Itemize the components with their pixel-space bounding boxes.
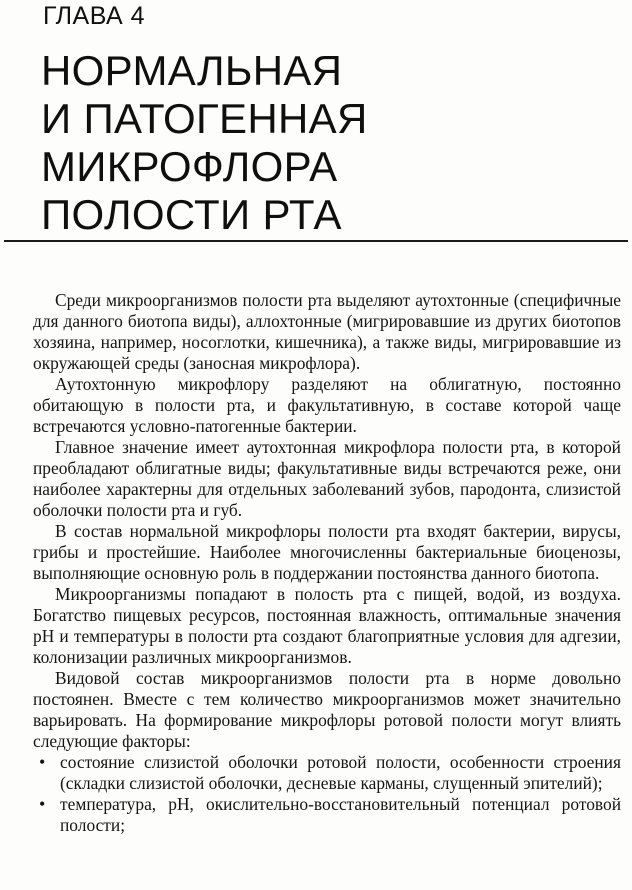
paragraph: Главное значение имеет аутохтонная микрофлора полости рта, в которой преобладают облигатные виды; факультативные виды встречаются реже, они наиболее характерны для отдельных заболеваний зубов, пародонта, слизистой оболочки полости рта и губ.	[33, 437, 621, 520]
list-item: • состояние слизистой оболочки ротовой полости, особенности строения (складки слизистой оболочки, десневые карманы, слущенный эпителий);	[33, 752, 621, 794]
chapter-label: ГЛАВА 4	[43, 2, 146, 30]
list-item: • температура, pH, окислительно-восстановительный потенциал ротовой полости;	[33, 794, 621, 836]
paragraph: Видовой состав микроорганизмов полости рта в норме довольно постоянен. Вместе с тем количество микроорганизмов может значительно варьировать. На формирование микрофлоры ротовой полости могут влиять следующие факторы:	[33, 668, 621, 751]
factors-list	[33, 752, 621, 836]
chapter-title-line: И ПАТОГЕННАЯ	[41, 95, 368, 142]
paragraph: Среди микроорганизмов полости рта выделяют аутохтонные (специфичные для данного биотопа виды), аллохтонные (мигрировавшие из других биотопов хозяина, например, носоглотки, кишечника), а также виды, мигрировавшие из окружающей среды (заносная микрофлора).	[33, 290, 621, 373]
paragraph: Аутохтонную микрофлору разделяют на облигатную, постоянно обитающую в полости рта, и факультативную, в составе которой чаще встречаются условно-патогенные бактерии.	[33, 374, 621, 436]
chapter-title	[41, 47, 368, 239]
chapter-title-line: НОРМАЛЬНАЯ	[41, 47, 343, 94]
chapter-title-line: МИКРОФЛОРА	[41, 143, 338, 190]
body-text	[33, 290, 621, 836]
paragraph: В состав нормальной микрофлоры полости рта входят бактерии, вирусы, грибы и простейшие. Наиболее многочисленны бактериальные биоценозы, выполняющие основную роль в поддержании постоянства данного биотопа.	[33, 521, 621, 583]
chapter-title-line: ПОЛОСТИ РТА	[41, 191, 342, 238]
paragraph: Микроорганизмы попадают в полость рта с пищей, водой, из воздуха. Богатство пищевых ресурсов, постоянная влажность, оптимальные значения pH и температуры в полости рта создают благоприятные условия для адгезии, колонизации различных микроорганизмов.	[33, 584, 621, 667]
title-divider	[4, 240, 628, 242]
